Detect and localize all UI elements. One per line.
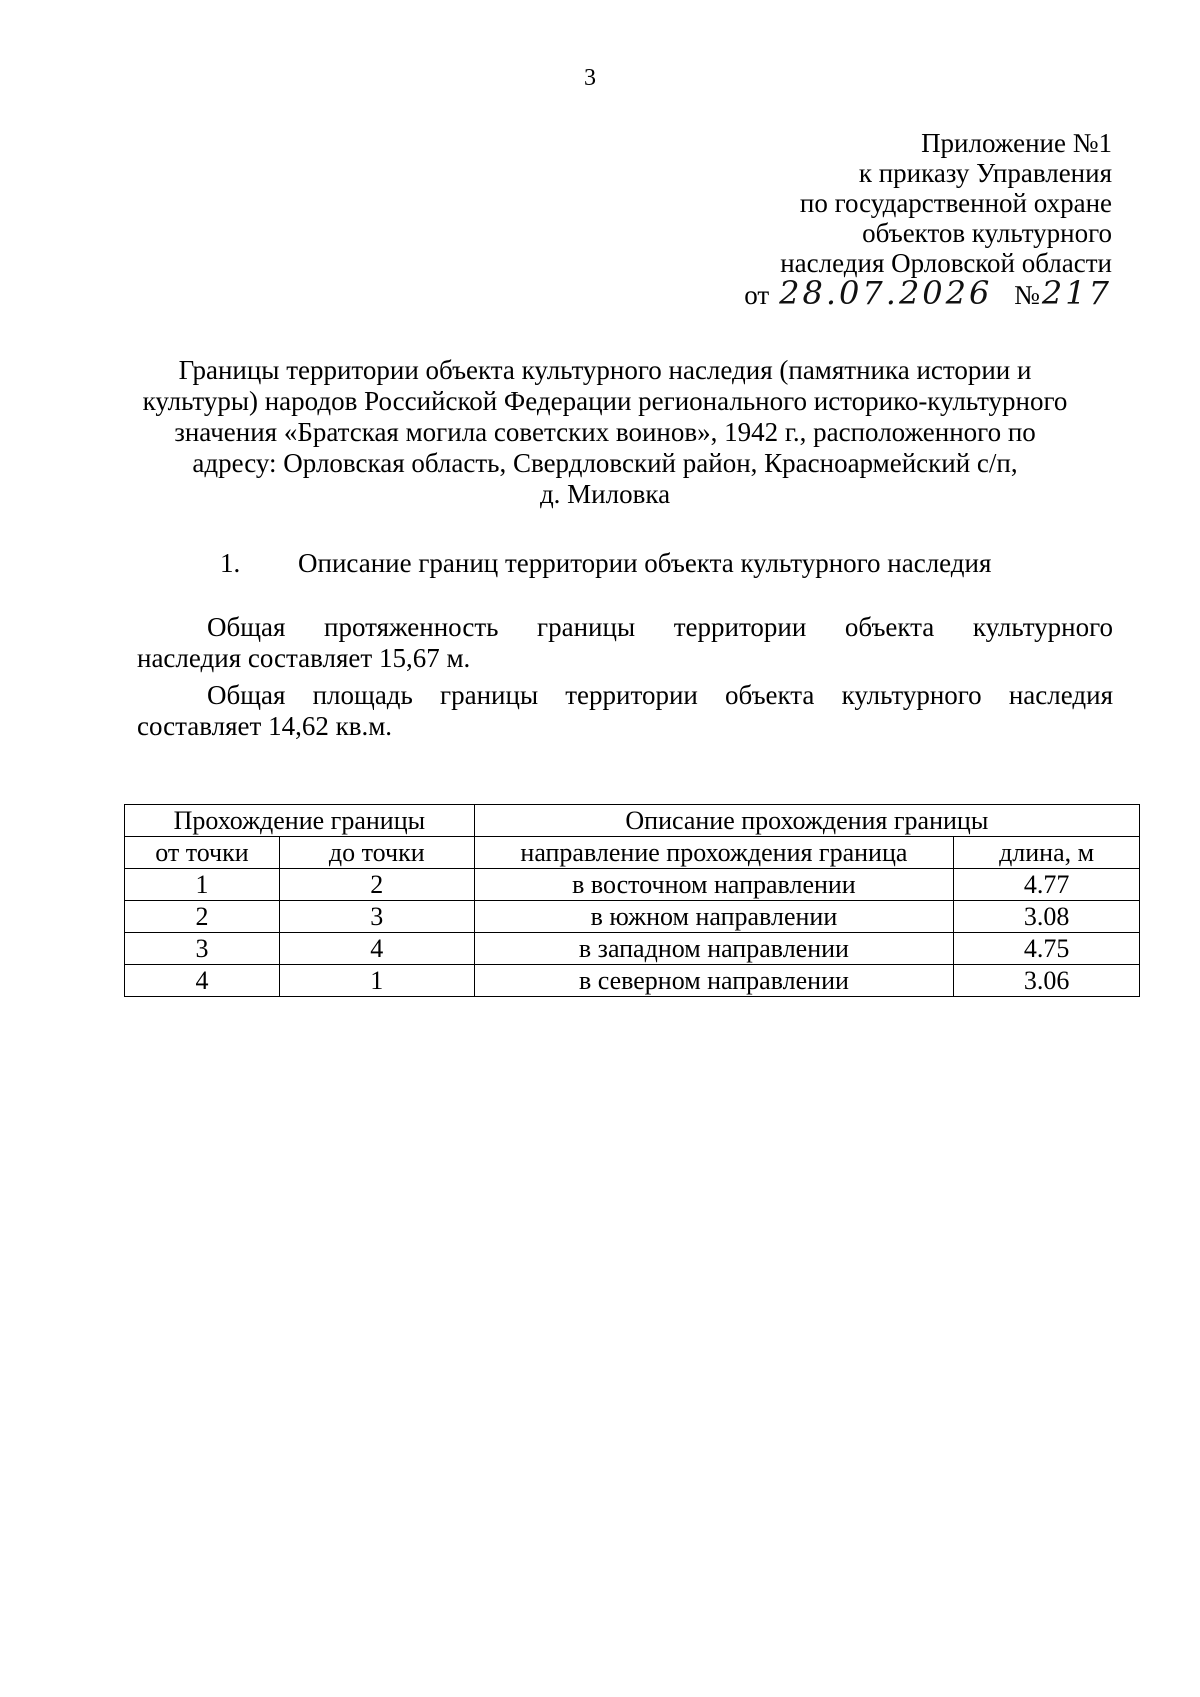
appendix-line: по государственной охране [799,188,1112,218]
appendix-line: объектов культурного [862,218,1112,248]
table-cell: в южном направлении [474,901,953,933]
appendix-line: наследия Орловской области [780,248,1112,278]
table-header-cell: до точки [279,837,474,869]
table-row [125,869,1140,901]
table-header-cell: направление прохождения граница [474,837,953,869]
section-heading-text: Описание границ территории объекта культурного наследия [298,548,992,578]
appendix-header [652,128,1112,310]
title-line: культуры) народов Российской Федерации регионального историко-культурного [142,386,1068,416]
paragraph-line: наследия составляет 15,67 м. [137,643,471,673]
title-line: д. Миловка [539,479,671,509]
number-prefix: № [1014,280,1040,310]
paragraph-line: составляет 14,62 кв.м. [137,711,393,741]
table-cell: 3 [279,901,474,933]
table-cell: 1 [125,869,280,901]
table-cell: 1 [279,965,474,997]
table-cell: 4.77 [954,869,1140,901]
table-cell: 3 [125,933,280,965]
table-header-row [125,837,1140,869]
table-cell: 2 [125,901,280,933]
document-title [130,355,1080,510]
paragraph-line: Общая площадь границы территории объекта культурного наследия [207,680,1113,710]
appendix-line: Приложение №1 [921,128,1112,158]
handwritten-date: 28.07.2026 [779,274,993,312]
page-number: 3 [584,65,596,91]
title-line: Границы территории объекта культурного наследия (памятника истории и [178,355,1032,385]
table-row [125,901,1140,933]
table-cell: 3.08 [954,901,1140,933]
date-prefix: от [744,280,770,310]
table-cell: 4 [279,933,474,965]
title-line: значения «Братская могила советских воинов», 1942 г., расположенного по [174,417,1036,447]
table-group-header: Описание прохождения границы [474,805,1139,837]
table-cell: в северном направлении [474,965,953,997]
table-row [125,965,1140,997]
section-number: 1. [220,548,241,578]
boundary-table [124,804,1140,997]
table-header-cell: длина, м [954,837,1140,869]
table-cell: 4 [125,965,280,997]
table-row [125,933,1140,965]
boundary-length-paragraph [137,612,1113,674]
title-line: адресу: Орловская область, Свердловский район, Красноармейский с/п, [192,448,1018,478]
table-cell: в восточном направлении [474,869,953,901]
table-cell: 4.75 [954,933,1140,965]
table-group-header: Прохождение границы [125,805,475,837]
table-cell: 2 [279,869,474,901]
order-date-line [652,274,1112,312]
table-cell: 3.06 [954,965,1140,997]
table-group-header-row [125,805,1140,837]
appendix-line: к приказу Управления [858,158,1112,188]
table-cell: в западном направлении [474,933,953,965]
handwritten-order-number: 217 [1041,274,1112,312]
section-heading [220,548,991,578]
table-header-cell: от точки [125,837,280,869]
boundary-area-paragraph [137,680,1113,742]
paragraph-line: Общая протяженность границы территории объекта культурного [207,612,1113,642]
